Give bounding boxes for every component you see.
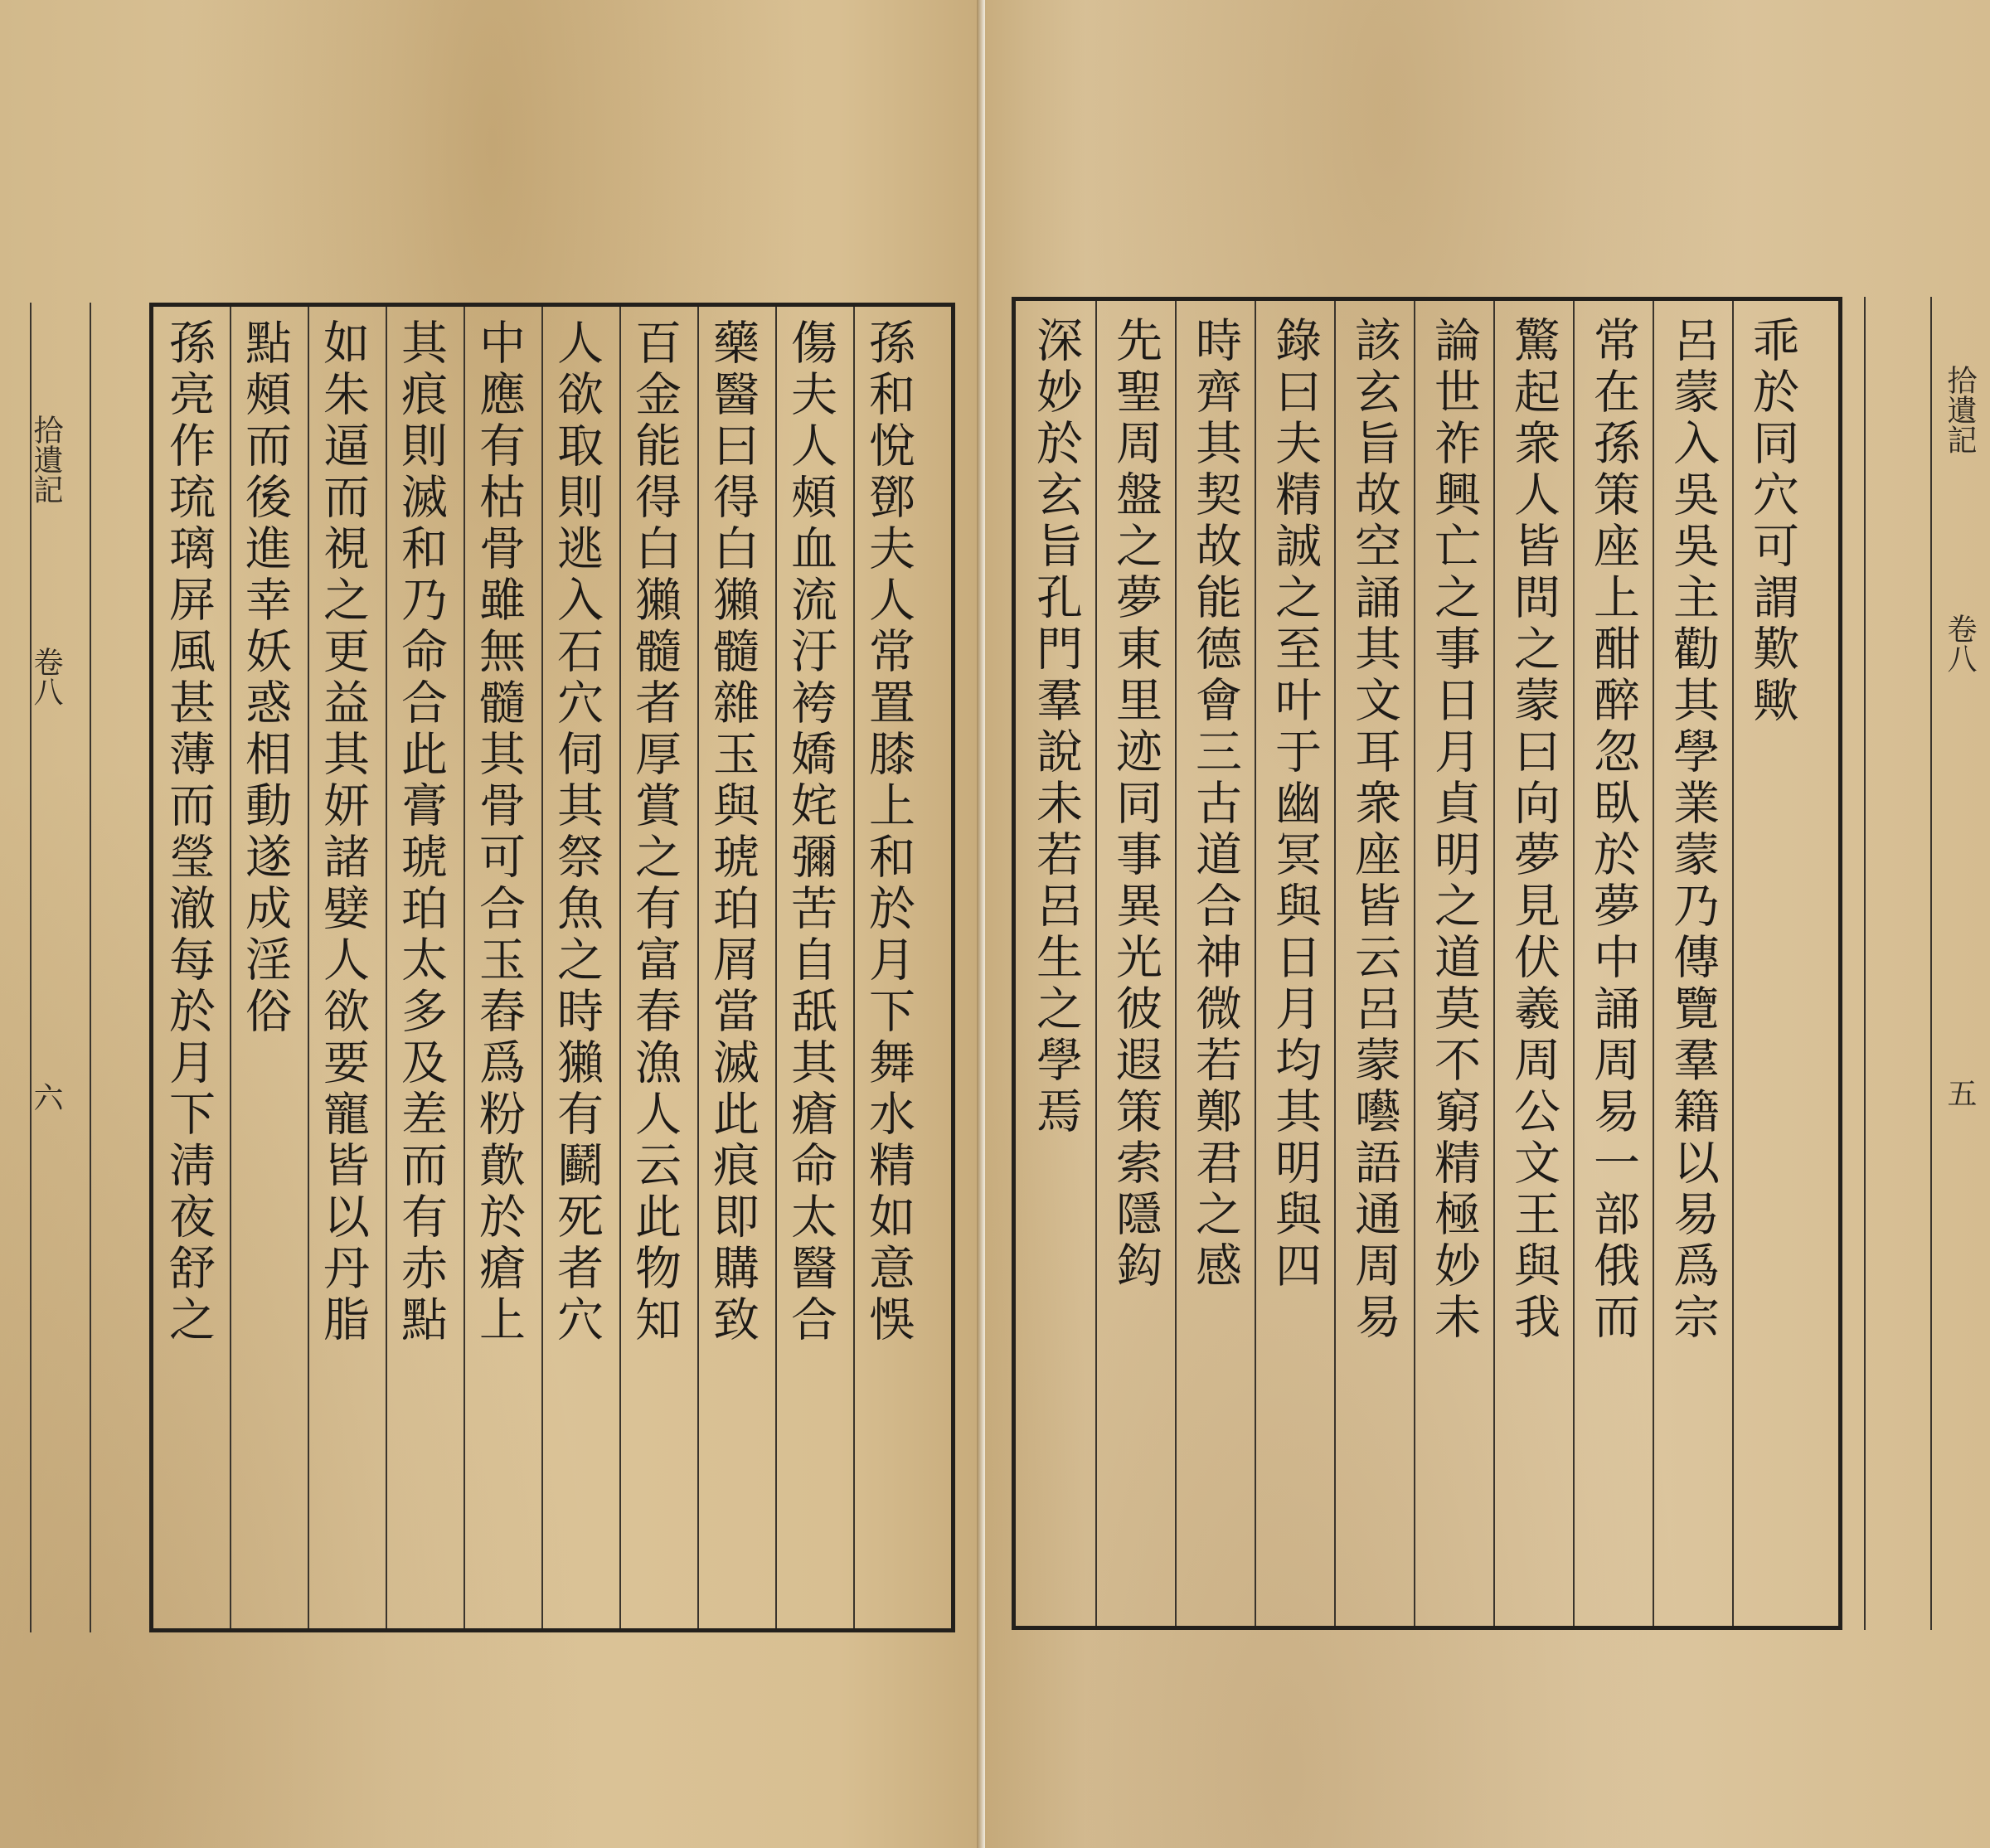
margin-leaf-number: 五 [1943, 1078, 1977, 1108]
text-column: 常在孫策座上酣醉忽臥於夢中誦周易一部俄而 [1586, 316, 1640, 1344]
column-rule [541, 307, 543, 1628]
column-rule [697, 307, 699, 1628]
text-column: 孫亮作琉璃屏風甚薄而瑩澈每於月下淸夜舒之 [162, 318, 216, 1346]
margin-volume: 卷八 [1943, 614, 1977, 673]
margin-volume: 卷八 [29, 647, 63, 706]
margin-title: 拾遺記 [1943, 365, 1977, 454]
margin-rule [90, 303, 91, 1632]
text-column: 乖於同穴可謂歎歟 [1745, 316, 1799, 727]
right-page [985, 0, 1990, 1848]
text-frame [149, 303, 955, 1632]
text-column: 呂蒙入吳吳主勸其學業蒙乃傳覽羣籍以易爲宗 [1666, 316, 1720, 1344]
column-rule [775, 307, 777, 1628]
text-column: 論世祚興亡之事日月貞明之道莫不窮精極妙未 [1427, 316, 1481, 1344]
column-rule [1255, 301, 1256, 1626]
text-column: 點頰而後進幸妖惑相動遂成淫俗 [238, 318, 292, 1038]
margin-leaf-number: 六 [29, 1082, 63, 1112]
column-rule [1732, 301, 1734, 1626]
text-column: 該玄旨故空誦其文耳衆座皆云呂蒙囈語通周易 [1347, 316, 1401, 1344]
margin-rule [1930, 297, 1932, 1630]
text-column: 如朱逼而視之更益其妍諸嬖人欲要寵皆以丹脂 [316, 318, 370, 1346]
column-rule [1334, 301, 1336, 1626]
column-rule [1653, 301, 1654, 1626]
column-rule [1414, 301, 1415, 1626]
column-rule [464, 307, 465, 1628]
margin-title: 拾遺記 [29, 415, 63, 504]
text-column: 驚起衆人皆問之蒙曰向夢見伏羲周公文王與我 [1507, 316, 1560, 1344]
margin-rule [1864, 297, 1866, 1630]
text-column: 中應有枯骨雖無髓其骨可合玉舂爲粉歕於瘡上 [472, 318, 526, 1346]
text-column: 時齊其契故能德會三古道合神微若鄭君之感 [1188, 316, 1242, 1293]
column-rule [1095, 301, 1097, 1626]
column-rule [1573, 301, 1575, 1626]
column-rule [1175, 301, 1177, 1626]
text-column: 其痕則滅和乃命合此膏琥珀太多及差而有赤點 [394, 318, 448, 1346]
text-column: 孫和悅鄧夫人常置膝上和於月下舞水精如意悞 [862, 318, 915, 1346]
text-column: 先聖周盤之夢東里迹同事異光彼遐策索隱鈎 [1109, 316, 1162, 1293]
text-column: 傷夫人頰血流汙袴嬌姹彌苦自舐其瘡命太醫合 [784, 318, 837, 1346]
column-rule [1493, 301, 1495, 1626]
text-column: 深妙於玄旨孔門羣說未若呂生之學焉 [1029, 316, 1083, 1138]
column-rule [386, 307, 387, 1628]
column-rule [619, 307, 621, 1628]
text-frame [1012, 297, 1842, 1630]
column-rule [853, 307, 855, 1628]
left-page [0, 0, 985, 1848]
column-rule [230, 307, 231, 1628]
text-column: 百金能得白獺髓者厚賞之有富春漁人云此物知 [628, 318, 682, 1346]
text-column: 錄曰夫精誠之至叶于幽冥與日月均其明與四 [1268, 316, 1322, 1293]
text-column: 藥醫曰得白獺髓雜玉與琥珀屑當滅此痕即購致 [706, 318, 760, 1346]
text-column: 人欲取則逃入石穴伺其祭魚之時獺有鬬死者穴 [550, 318, 604, 1346]
column-rule [308, 307, 309, 1628]
